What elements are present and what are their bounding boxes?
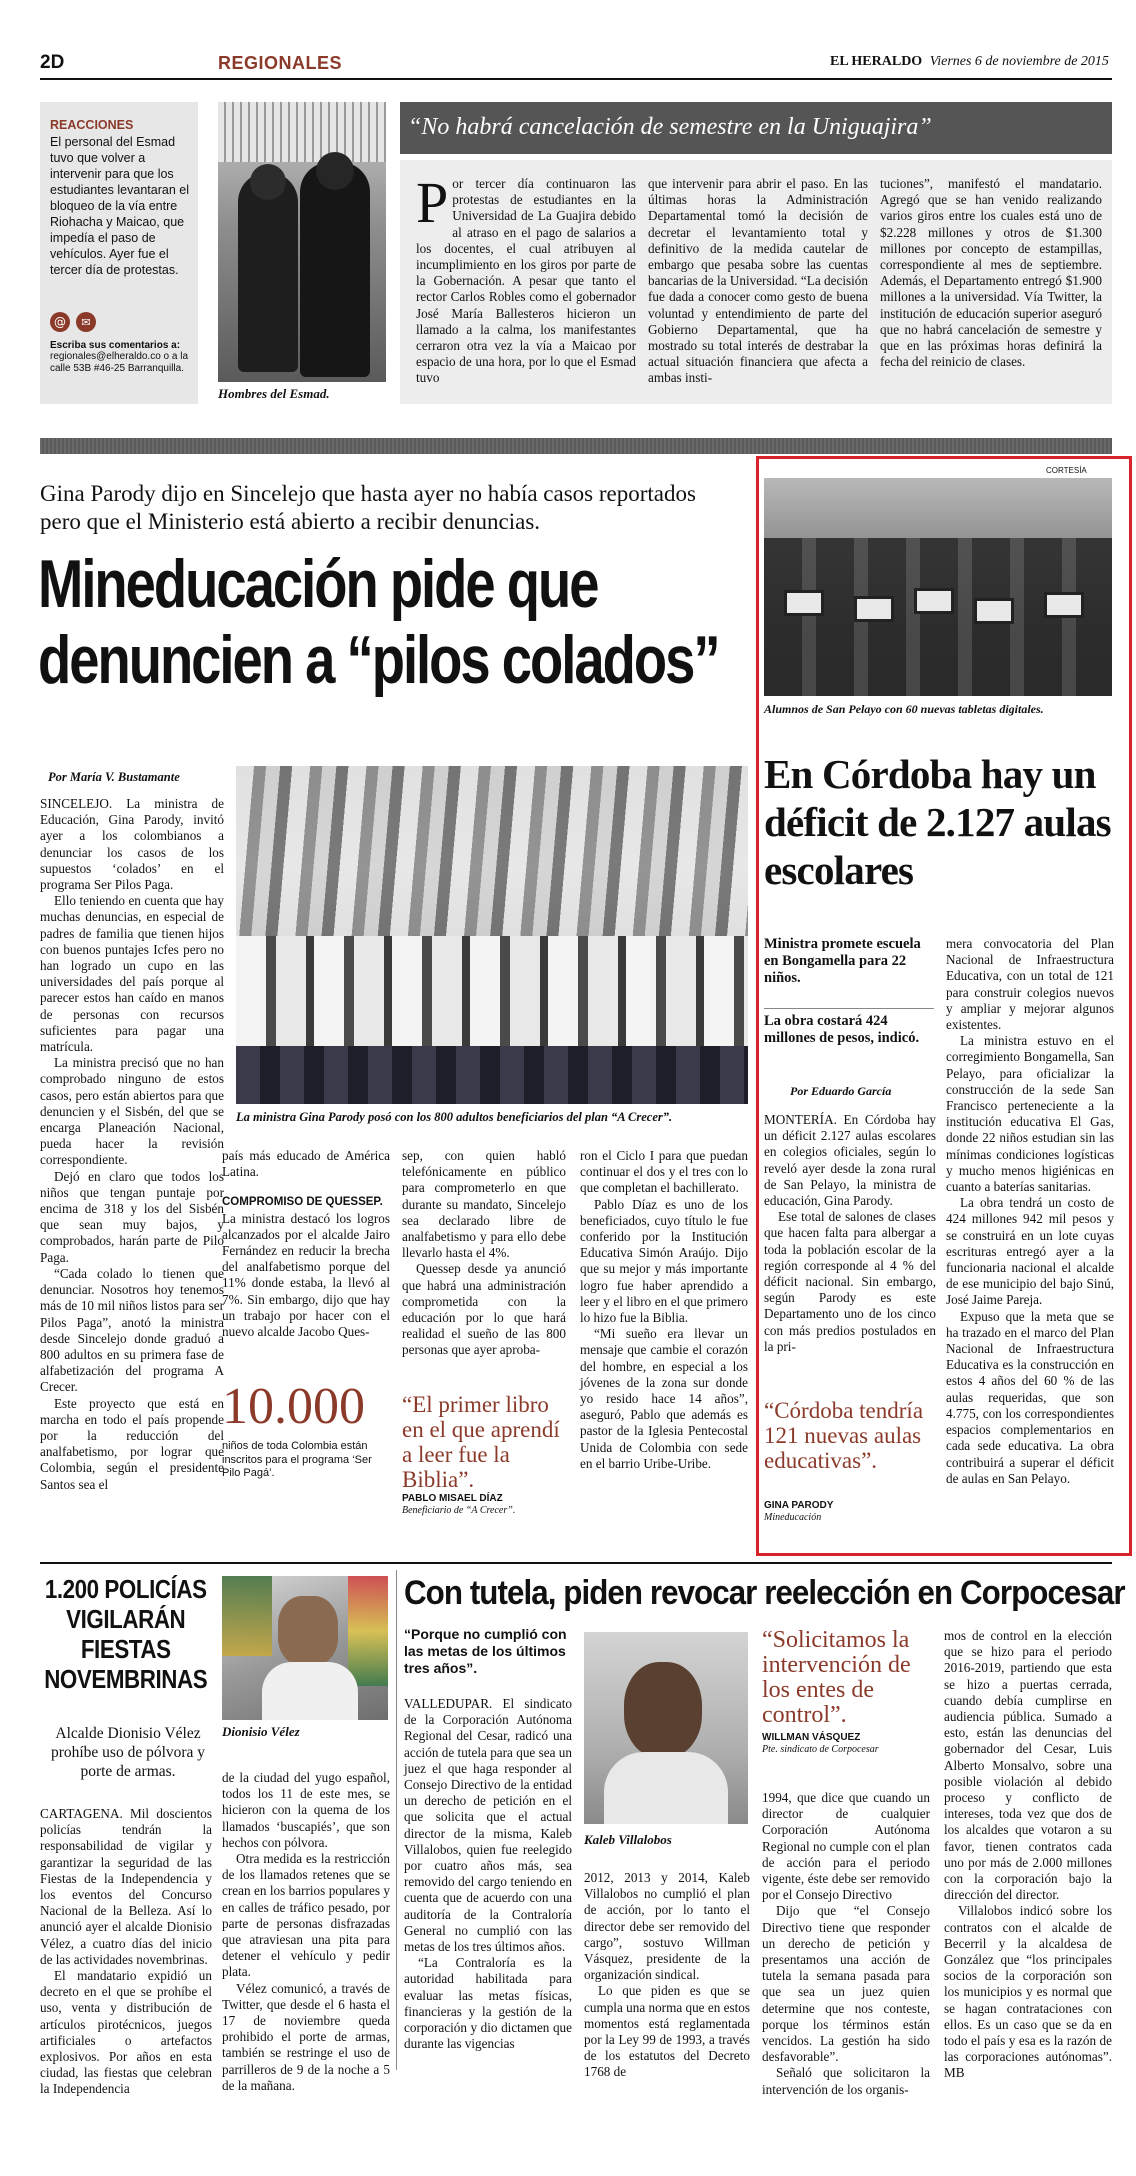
cordoba-deck1: Ministra promete escuela en Bongamella para 22 niños. (764, 936, 921, 986)
section-divider (40, 438, 1112, 454)
policias-col2-p3: Vélez comunicó, a través de Twitter, que desde el 6 hasta el 17 de noviembre queda prohibido el porte de armas, también se restringe el uso de parrilleros de 9 de la noche a 5 de la mañana. (222, 1980, 390, 2093)
policias-headline: 1.200 POLICÍAS VIGILARÁN FIESTAS NOVEMBRINAS (44, 1574, 208, 1694)
bottom-section-rule (40, 1562, 1112, 1564)
dropcap: P (416, 170, 449, 235)
cordoba-quote-role: Mineducación (764, 1512, 822, 1523)
corpocesar-col2-p1: 2012, 2013 y 2014, Kaleb Villalobos no cumplió el plan de acción, por lo tanto el director debe ser removido del cargo”, sostuvo Willman Vásquez, presidente de la organización sindical. (584, 1870, 750, 1983)
pilos-col1-p2: Ello teniendo en cuenta que hay muchas denuncias, en especial de padres de familia que tienen hijos con buenos puntajes Icfes pero no han logrado un cupo en las universidades del país porque al parecer estos han caído en manos de personas con recursos suficientes para pagar una matrícula. (40, 893, 224, 1055)
pilos-col1-p6: Este proyecto que está en marcha en todo el país propende por la reducción del analfabetismo, por lograr que Colombia, según el presidente Santos sea el (40, 1395, 224, 1492)
pilos-col3 (402, 1148, 566, 1359)
uniguajira-col2-text: que intervenir para abrir el paso. En las últimas horas la Administración Departamental tomó la decisión de decretar el levantamiento total y definitivo de la medida cautelar de embargo que pesaba sobre las cuentas bancarias de la Universidad. “La decisión fue dada a conocer como gesto de buena voluntad y entendimiento de parte del Gobierno Departamental, que ha mostrado su total interés de destrabar la actual situación financiera que afecta a ambas insti- (648, 176, 868, 386)
pilos-col1-p1: SINCELEJO. La ministra de Educación, Gina Parody, invitó ayer a los colombianos a denunciar los casos de los supuestos ‘colados’ en el programa Ser Pilos Paga. (40, 796, 224, 893)
cordoba-headline: En Córdoba hay un déficit de 2.127 aulas escolares (764, 751, 1111, 893)
stat-number: 10.000 (222, 1378, 365, 1435)
comments-address: regionales@elheraldo.co o a la calle 53B #46-25 Barranquilla. (50, 351, 189, 374)
pilos-headline-line2: denuncien a “pilos colados” (38, 622, 719, 698)
uniguajira-col3 (880, 176, 1102, 370)
students-tablets-caption: Alumnos de San Pelayo con 60 nuevas tabletas digitales. (764, 702, 1044, 716)
biblia-quote-author: PABLO MISAEL DÍAZ (402, 1493, 503, 1504)
uniguajira-col2 (648, 176, 868, 387)
pilos-col4 (580, 1148, 748, 1472)
corpocesar-col1-p1: VALLEDUPAR. El sindicato de la Corporación Autónoma Regional del Cesar, radicó una acción de tutela para que sea un juez el que haga responder al Consejo Directivo de la entidad un derecho de petición en el que solicita que el actual director de la misma, Kaleb Villalobos, quien fue reelegido por cuatro años más, sea removido del cargo teniendo en cuenta que de acuerdo con una auditoría de la Contraloría General no cumplió con las metas de los tres últimos años. (404, 1696, 572, 1955)
header-rule (40, 78, 1112, 80)
corpocesar-col3-p3: Señaló que solicitaron la intervención de los organis- (762, 2065, 930, 2097)
header-paper-date (830, 54, 1109, 70)
pilos-col1-p4: Dejó en claro que todos los niños que tengan puntaje por encima de 318 y los del Sisbén que sean muy bajos, y comprobados, harán parte de Pilo Paga. (40, 1168, 224, 1265)
corpocesar-col3-p1: 1994, que dice que cuando un director de cualquier Corporación Autónoma Regional no cumple con el plan de acción para el periodo vigente, éste debe ser removido por el Consejo Directivo (762, 1790, 930, 1903)
students-tablets-photo (764, 478, 1112, 696)
pilos-col2-top: país más educado de América Latina. (222, 1148, 390, 1180)
comments-label: Escriba sus comentarios a: (50, 340, 181, 351)
corpocesar-col2 (584, 1870, 750, 2081)
corpocesar-col1-p2: “La Contraloría es la autoridad habilitada para evaluar las metas físicas, financieras y la gestión de la corporación y dio dictamen que durante las vigencias (404, 1955, 572, 2052)
cordoba-col2-p2: La ministra estuvo en el corregimiento Bongamella, San Pelayo, para oficializar la construcción de la sede San Francisco perteneciente a la institución educativa El Gas, donde 22 niños estudian sin las mínimas condiciones logísticas y mucho menos higiénicas en cuanto a baterías sanitarias. (946, 1033, 1114, 1195)
uniguajira-col1 (416, 170, 636, 387)
biblia-quote: “El primer libro en el que aprendí a leer fue la Biblia”. (402, 1392, 560, 1492)
paper-name: EL HERALDO (830, 54, 923, 69)
kaleb-villalobos-photo (584, 1632, 748, 1824)
pilos-col4-p3: “Mi sueño era llevar un mensaje que cambie el corazón del hombre, en especial a los jóvenes de la zona sur donde yo resido hace 14 años”, aseguró, Pablo que además es pastor de la Iglesia Pentecostal Unida de Colombia con sede en el barrio Uribe-Uribe. (580, 1326, 748, 1471)
corpocesar-headline: Con tutela, piden revocar reelección en Corpocesar (404, 1574, 1125, 1612)
pilos-headline (38, 546, 719, 698)
pilos-col2-kicker: COMPROMISO DE QUESSEP. (222, 1196, 383, 1209)
reacciones-box (40, 102, 198, 404)
section-name: REGIONALES (218, 53, 343, 73)
corpocesar-quote-role: Pte. sindicato de Corpocesar (762, 1744, 879, 1755)
at-icon: @ (50, 312, 70, 332)
dionisio-velez-photo (222, 1576, 388, 1720)
pilos-subhead: Gina Parody dijo en Sincelejo que hasta ayer no había casos reportados pero que el Ministerio está abierto a recibir denuncias. (40, 481, 696, 534)
corpocesar-col4-p2: Villalobos indicó sobre los contratos con el alcalde de Becerril y la alcaldesa de González que “los principales socios de la corporación son los municipios y es normal que se hagan contrataciones con ellos. Es un caso que se da en todo el país y esa es la razón de las corporaciones autónomas”. MB (944, 1903, 1112, 2081)
uniguajira-headline-band (400, 102, 1112, 154)
pilos-headline-line1: Mineducación pide que (38, 546, 598, 622)
policias-col2-p2: Otra medida es la restricción de los llamados retenes que se crean en los barrios populares y en calles de tráfico pesado, por parte de personas disfrazadas que atraviesan una pita para detener el vehículo y pedir plata. (222, 1851, 390, 1980)
esmad-photo (218, 102, 386, 382)
pilos-col4-p2: Pablo Díaz es uno de los beneficiados, cuyo título le fue conferido por la Institución Educativa Simón Araújo. Dijo que su mejor y más importante logro fue haber aprendido a leer y el libro en el que primero lo hizo fue la Biblia. (580, 1196, 748, 1326)
vertical-divider (396, 1570, 397, 2070)
pilos-col2-p1: La ministra destacó los logros alcanzados por el alcalde Jairo Fernández en reducir la brecha del analfabetismo porque del 11% donde estaba, la llevó al 7%. Sin embargo, dijo que hay un trabajo por hacer con el nuevo alcalde Jacobo Ques- (222, 1210, 390, 1340)
policias-col1-p2: El mandatario expidió un decreto en el que se prohíbe el uso, venta y distribución de artículos pirotécnicos, juegos artificiales o artefactos explosivos. Por años en esta ciudad, las fiestas que celebran la Independencia (40, 1968, 212, 2097)
cordoba-credit: CORTESÍA (1046, 466, 1087, 475)
cordoba-quote-author: GINA PARODY (764, 1500, 834, 1511)
corpocesar-col4-p1: mos de control en la elección que se hizo para el periodo 2016-2019, partiendo que esta se hizo a puertas cerrada, cuando debía cumplirse en audiencia pública. Sumado a esto, están las denuncias del gobernador del Cesar, Luis Alberto Monsalvo, sobre una posible violación al debido proceso y conflicto de intereses, toda vez que dos de los alcaldes que votaron a su favor, tienen contratos cada uno por más de 2.000 millones con la corporación bajo la dirección del director. (944, 1628, 1112, 1903)
pilos-col3-p2: Quessep desde ya anunció que habrá una administración comprometida con la educación por lo que hará realidad el sueño de las 800 personas que ayer aproba- (402, 1261, 566, 1358)
cordoba-col2 (946, 936, 1114, 1487)
pilos-col3-p1: sep, con quien habló telefónicamente en público para comprometerlo en que durante su mandato, Sincelejo sea declarado libre de analfabetismo y para ello debe llevarlo hasta el 4%. (402, 1148, 566, 1261)
corpocesar-col4 (944, 1628, 1112, 2082)
cordoba-deck2: La obra costará 424 millones de pesos, indicó. (764, 1008, 934, 1047)
graduates-photo-caption: La ministra Gina Parody posó con los 800 adultos beneficiarios del plan “A Crecer”. (236, 1110, 673, 1124)
cordoba-col1-p1: MONTERÍA. En Córdoba hay un déficit 2.127 aulas escolares en colegios oficiales, según lo reveló ayer desde la zona rural de San Pelayo, la ministra de educación, Gina Parody. (764, 1112, 936, 1209)
policias-col1 (40, 1806, 212, 2098)
cordoba-col2-p3: La obra tendrá un costo de 424 millones 942 mil pesos y se construirá en un lote cuyas escrituras entregó ayer a la funcionaria nacional el alcalde de ese municipio del bajo Sinú, José Jaime Pareja. (946, 1195, 1114, 1308)
cordoba-col1-p2: Ese total de salones de clases que hacen falta para albergar a toda la población escolar de la región corresponde al 4 % del déficit nacional. Sin embargo, según Parody es este Departamento uno de los cinco con más predios postulados en la pri- (764, 1209, 936, 1354)
corpocesar-col1 (404, 1696, 572, 2052)
cordoba-quote: “Córdoba tendría 121 nuevas aulas educativas”. (764, 1398, 924, 1473)
corpocesar-col3 (762, 1790, 930, 2098)
policias-col2-p1: de la ciudad del yugo español, todos los 11 de este mes, se hicieron con la quema de los llamados ‘buscapiés’, que son hechos con pólvora. (222, 1770, 390, 1850)
policias-col2 (222, 1770, 390, 2094)
pilos-byline: Por María V. Bustamante (48, 770, 180, 784)
uniguajira-col3-text: tuciones”, manifestó el mandatario. Agregó que se han venido realizando varios giros entre los cuales está uno de $2.228 millones y otros de $1.300 millones por concepto de estampillas, correspondiente al mes de septiembre. Además, el Departamento entregó $1.900 millones a la universidad. Vía Twitter, la institución de educación superior aseguró que no habrá cancelación de semestre y que en las próximas horas definirá la fecha del reinicio de clases. (880, 176, 1102, 370)
esmad-photo-caption: Hombres del Esmad. (218, 386, 330, 401)
pilos-col4-p1: ron el Ciclo I para que puedan continuar el dos y el tres con lo que completan el bachillerato. (580, 1148, 748, 1196)
corpocesar-deck: “Porque no cumplió con las metas de los últimos tres años”. (404, 1626, 567, 1676)
mail-icon: ✉ (76, 312, 96, 332)
reacciones-text: El personal del Esmad tuvo que volver a intervenir para que los estudiantes levantaran el bloqueo de la vía entre Riohacha y Maicao, que impedía el paso de vehículos. Ayer fue el tercer día de protestas. (50, 135, 189, 277)
uniguajira-col1-text: or tercer día continuaron las protestas de estudiantes en la Universidad de La Guajira debido al atraso en el pago de salarios a los docentes, el cual atribuyen al incumplimiento en los giros por parte de la Gobernación. A pesar que tanto el rector Carlos Robles como el gobernador José María Ballesteros hicieron un llamado a la calma, los manifestantes cerraron otra vez la vía a Maicao por espacio de una hora, por lo que el Esmad tuvo (416, 176, 636, 386)
pilos-col1 (40, 796, 224, 1493)
stat-text: niños de toda Colombia están inscritos para el programa ‘Ser Pilo Pagá’. (222, 1440, 372, 1479)
pilos-col1-p3: La ministra precisó que no han comprobado ninguno de estos casos, pero están abiertos para que denuncien y el Sisbén, del que se encarga Planeación Nacional, pueda hacer la revisión correspondiente. (40, 1055, 224, 1168)
reacciones-title: REACCIONES (50, 118, 134, 132)
biblia-quote-role: Beneficiario de “A Crecer”. (402, 1505, 516, 1516)
cordoba-col2-p4: Expuso que la meta que se ha trazado en el marco del Plan Nacional de Infraestructura Educativa es la construcción en estos 4 años del 60 % de las aulas requeridas, que son 4.775, con los correspondientes espacios complementarios en cada sede educativa. La obra contribuirá a superar el déficit de aulas en San Pelayo. (946, 1308, 1114, 1486)
cordoba-col2-p1: mera convocatoria del Plan Nacional de Infraestructura Educativa, con un total de 121 para construir colegios nuevos y ampliar y mejorar algunos existentes. (946, 936, 1114, 1033)
issue-date: Viernes 6 de noviembre de 2015 (929, 54, 1109, 69)
kaleb-villalobos-caption: Kaleb Villalobos (584, 1832, 672, 1847)
contact-icons (50, 312, 190, 332)
policias-deck: Alcalde Dionisio Vélez prohíbe uso de pólvora y porte de armas. (50, 1725, 206, 1780)
uniguajira-headline: “No habrá cancelación de semestre en la Uniguajira” (408, 114, 932, 140)
graduates-photo (236, 766, 748, 1104)
cordoba-byline: Por Eduardo García (790, 1084, 892, 1098)
dionisio-velez-caption: Dionisio Vélez (222, 1724, 300, 1739)
pilos-col2 (222, 1148, 390, 1340)
policias-col1-p1: CARTAGENA. Mil doscientos policías tendrán la responsabilidad de vigilar y garantizar la seguridad de las Fiestas de la Independencia y los eventos del Concurso Nacional de la Belleza. Así lo anunció ayer el alcalde Dionisio Vélez, a cuatro días del inicio de las actividades novembrinas. (40, 1806, 212, 1967)
cordoba-col1 (764, 1112, 936, 1355)
corpocesar-col3-p2: Dijo que “el Consejo Directivo tiene que responder un derecho de petición y presentamos una acción de tutela la semana pasada para que sea un juez quien determine que nos conteste, porque los términos están vencidos. La gestión ha sido desfavorable”. (762, 1903, 930, 2065)
page-number: 2D (40, 52, 65, 73)
corpocesar-quote-author: WILLMAN VÁSQUEZ (762, 1732, 861, 1743)
corpocesar-col2-p2: Lo que piden es que se cumpla una norma que en estos momentos está reglamentada por la Ley 99 de 1993, a través de los estatutos del Decreto 1768 de (584, 1983, 750, 2080)
pilos-col1-p5: “Cada colado lo tienen que denunciar. Nosotros hoy tenemos más de 10 mil niños listos para ser Pilos Paga”, anotó la ministra desde Sincelejo donde graduó a 800 adultos en su primera fase de alfabetización del programa A Crecer. (40, 1265, 224, 1395)
corpocesar-quote: “Solicitamos la intervención de los entes de control”. (762, 1627, 911, 1728)
